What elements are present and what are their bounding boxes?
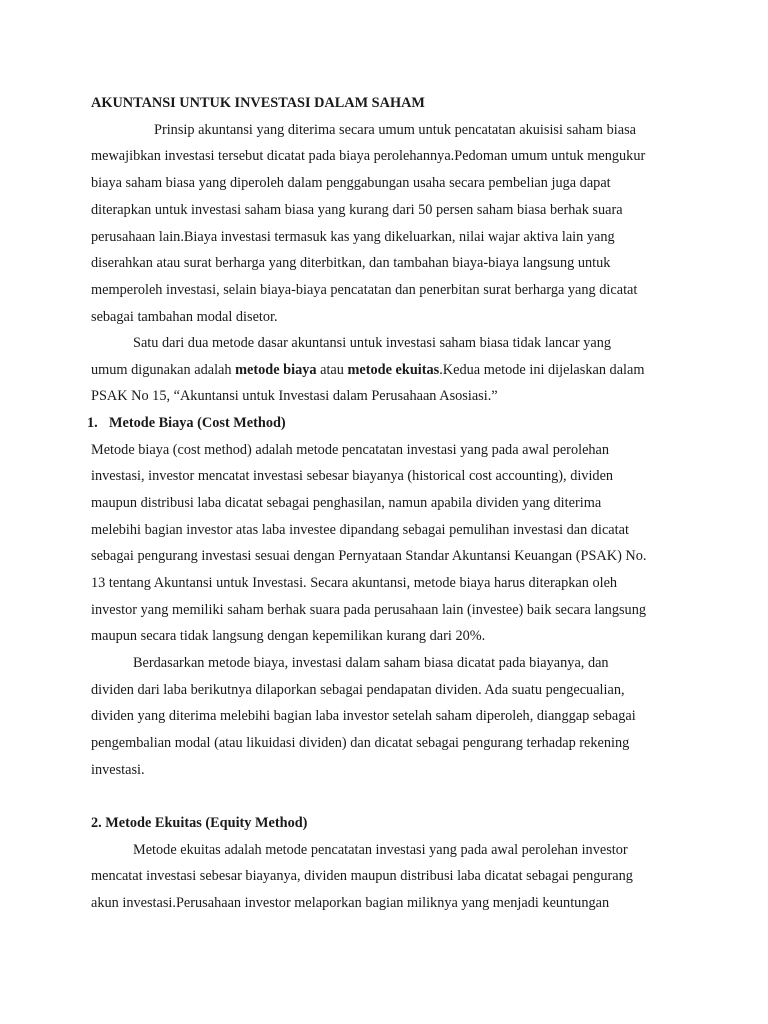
intro-p2-text: umum digunakan adalah xyxy=(91,362,236,378)
term-metode-ekuitas: metode ekuitas xyxy=(347,362,440,378)
section1-p1-line: maupun secara tidak langsung dengan kepemilikan kurang dari 20%. xyxy=(91,628,486,644)
section1-p1-line: 13 tentang Akuntansi untuk Investasi. Secara akuntansi, metode biaya harus diterapkan oleh xyxy=(91,575,618,591)
intro-p1-line: mewajibkan investasi tersebut dicatat pada biaya perolehannya.Pedoman umum untuk mengukur xyxy=(91,148,646,164)
section2-heading: 2. Metode Ekuitas (Equity Method) xyxy=(91,815,308,831)
intro-p1-line: biaya saham biasa yang diperoleh dalam penggabungan usaha secara pembelian juga dapat xyxy=(91,175,611,191)
intro-p1-line: perusahaan lain.Biaya investasi termasuk kas yang dikeluarkan, nilai wajar aktiva lain yang xyxy=(91,229,615,245)
section1-number: 1. xyxy=(87,415,98,431)
intro-p1-line: diserahkan atau surat berharga yang diterbitkan, dan tambahan biaya-biaya langsung untuk xyxy=(91,255,611,271)
section1-p2-line: pengembalian modal (atau likuidasi dividen) dan dicatat sebagai pengurang terhadap rekening xyxy=(91,735,630,751)
intro-p1-line: diterapkan untuk investasi saham biasa yang kurang dari 50 persen saham biasa berhak suara xyxy=(91,202,623,218)
section1-heading: Metode Biaya (Cost Method) xyxy=(109,415,286,431)
intro-p2-line: Satu dari dua metode dasar akuntansi untuk investasi saham biasa tidak lancar yang xyxy=(133,335,612,351)
section2-p1-line: akun investasi.Perusahaan investor melaporkan bagian miliknya yang menjadi keuntungan xyxy=(91,895,610,911)
section1-p1-line: sebagai pengurang investasi sesuai dengan Pernyataan Standar Akuntansi Keuangan (PSAK) No. xyxy=(91,548,647,564)
section1-p2-line: investasi. xyxy=(91,762,145,778)
intro-p2-text: .Kedua metode ini dijelaskan dalam xyxy=(439,362,645,378)
section1-p2-line: dividen dari laba berikutnya dilaporkan sebagai pendapatan dividen. Ada suatu pengecualian, xyxy=(91,682,625,698)
section1-p1-line: investasi, investor mencatat investasi sebesar biayanya (historical cost accounting), dividen xyxy=(91,468,614,484)
term-metode-biaya: metode biaya xyxy=(235,362,317,378)
intro-p1-line: sebagai tambahan modal disetor. xyxy=(91,309,278,325)
section2-p1-line: Metode ekuitas adalah metode pencatatan investasi yang pada awal perolehan investor xyxy=(133,842,628,858)
section1-p1-line: melebihi bagian investor atas laba investee dipandang sebagai pemulihan investasi dan dicatat xyxy=(91,522,629,538)
section1-p1-line: maupun distribusi laba dicatat sebagai penghasilan, namun apabila dividen yang diterima xyxy=(91,495,602,511)
section1-p1-line: Metode biaya (cost method) adalah metode pencatatan investasi yang pada awal perolehan xyxy=(91,442,610,458)
intro-p1-line: memperoleh investasi, selain biaya-biaya pencatatan dan penerbitan surat berharga yang dicatat xyxy=(91,282,638,298)
section2-p1-line: mencatat investasi sebesar biayanya, dividen maupun distribusi laba dicatat sebagai pengurang xyxy=(91,868,633,884)
intro-p2-line xyxy=(91,361,645,379)
section1-p1-line: investor yang memiliki saham berhak suara pada perusahaan lain (investee) baik secara langsung xyxy=(91,602,646,618)
section1-p2-line: Berdasarkan metode biaya, investasi dalam saham biasa dicatat pada biayanya, dan xyxy=(133,655,609,671)
document-title: AKUNTANSI UNTUK INVESTASI DALAM SAHAM xyxy=(91,95,425,111)
intro-p2-line: PSAK No 15, “Akuntansi untuk Investasi dalam Perusahaan Asosiasi.” xyxy=(91,388,498,404)
intro-p2-text: atau xyxy=(316,362,348,378)
intro-p1-line: Prinsip akuntansi yang diterima secara umum untuk pencatatan akuisisi saham biasa xyxy=(154,122,636,138)
section1-p2-line: dividen yang diterima melebihi bagian laba investor setelah saham diperoleh, dianggap sebagai xyxy=(91,708,636,724)
